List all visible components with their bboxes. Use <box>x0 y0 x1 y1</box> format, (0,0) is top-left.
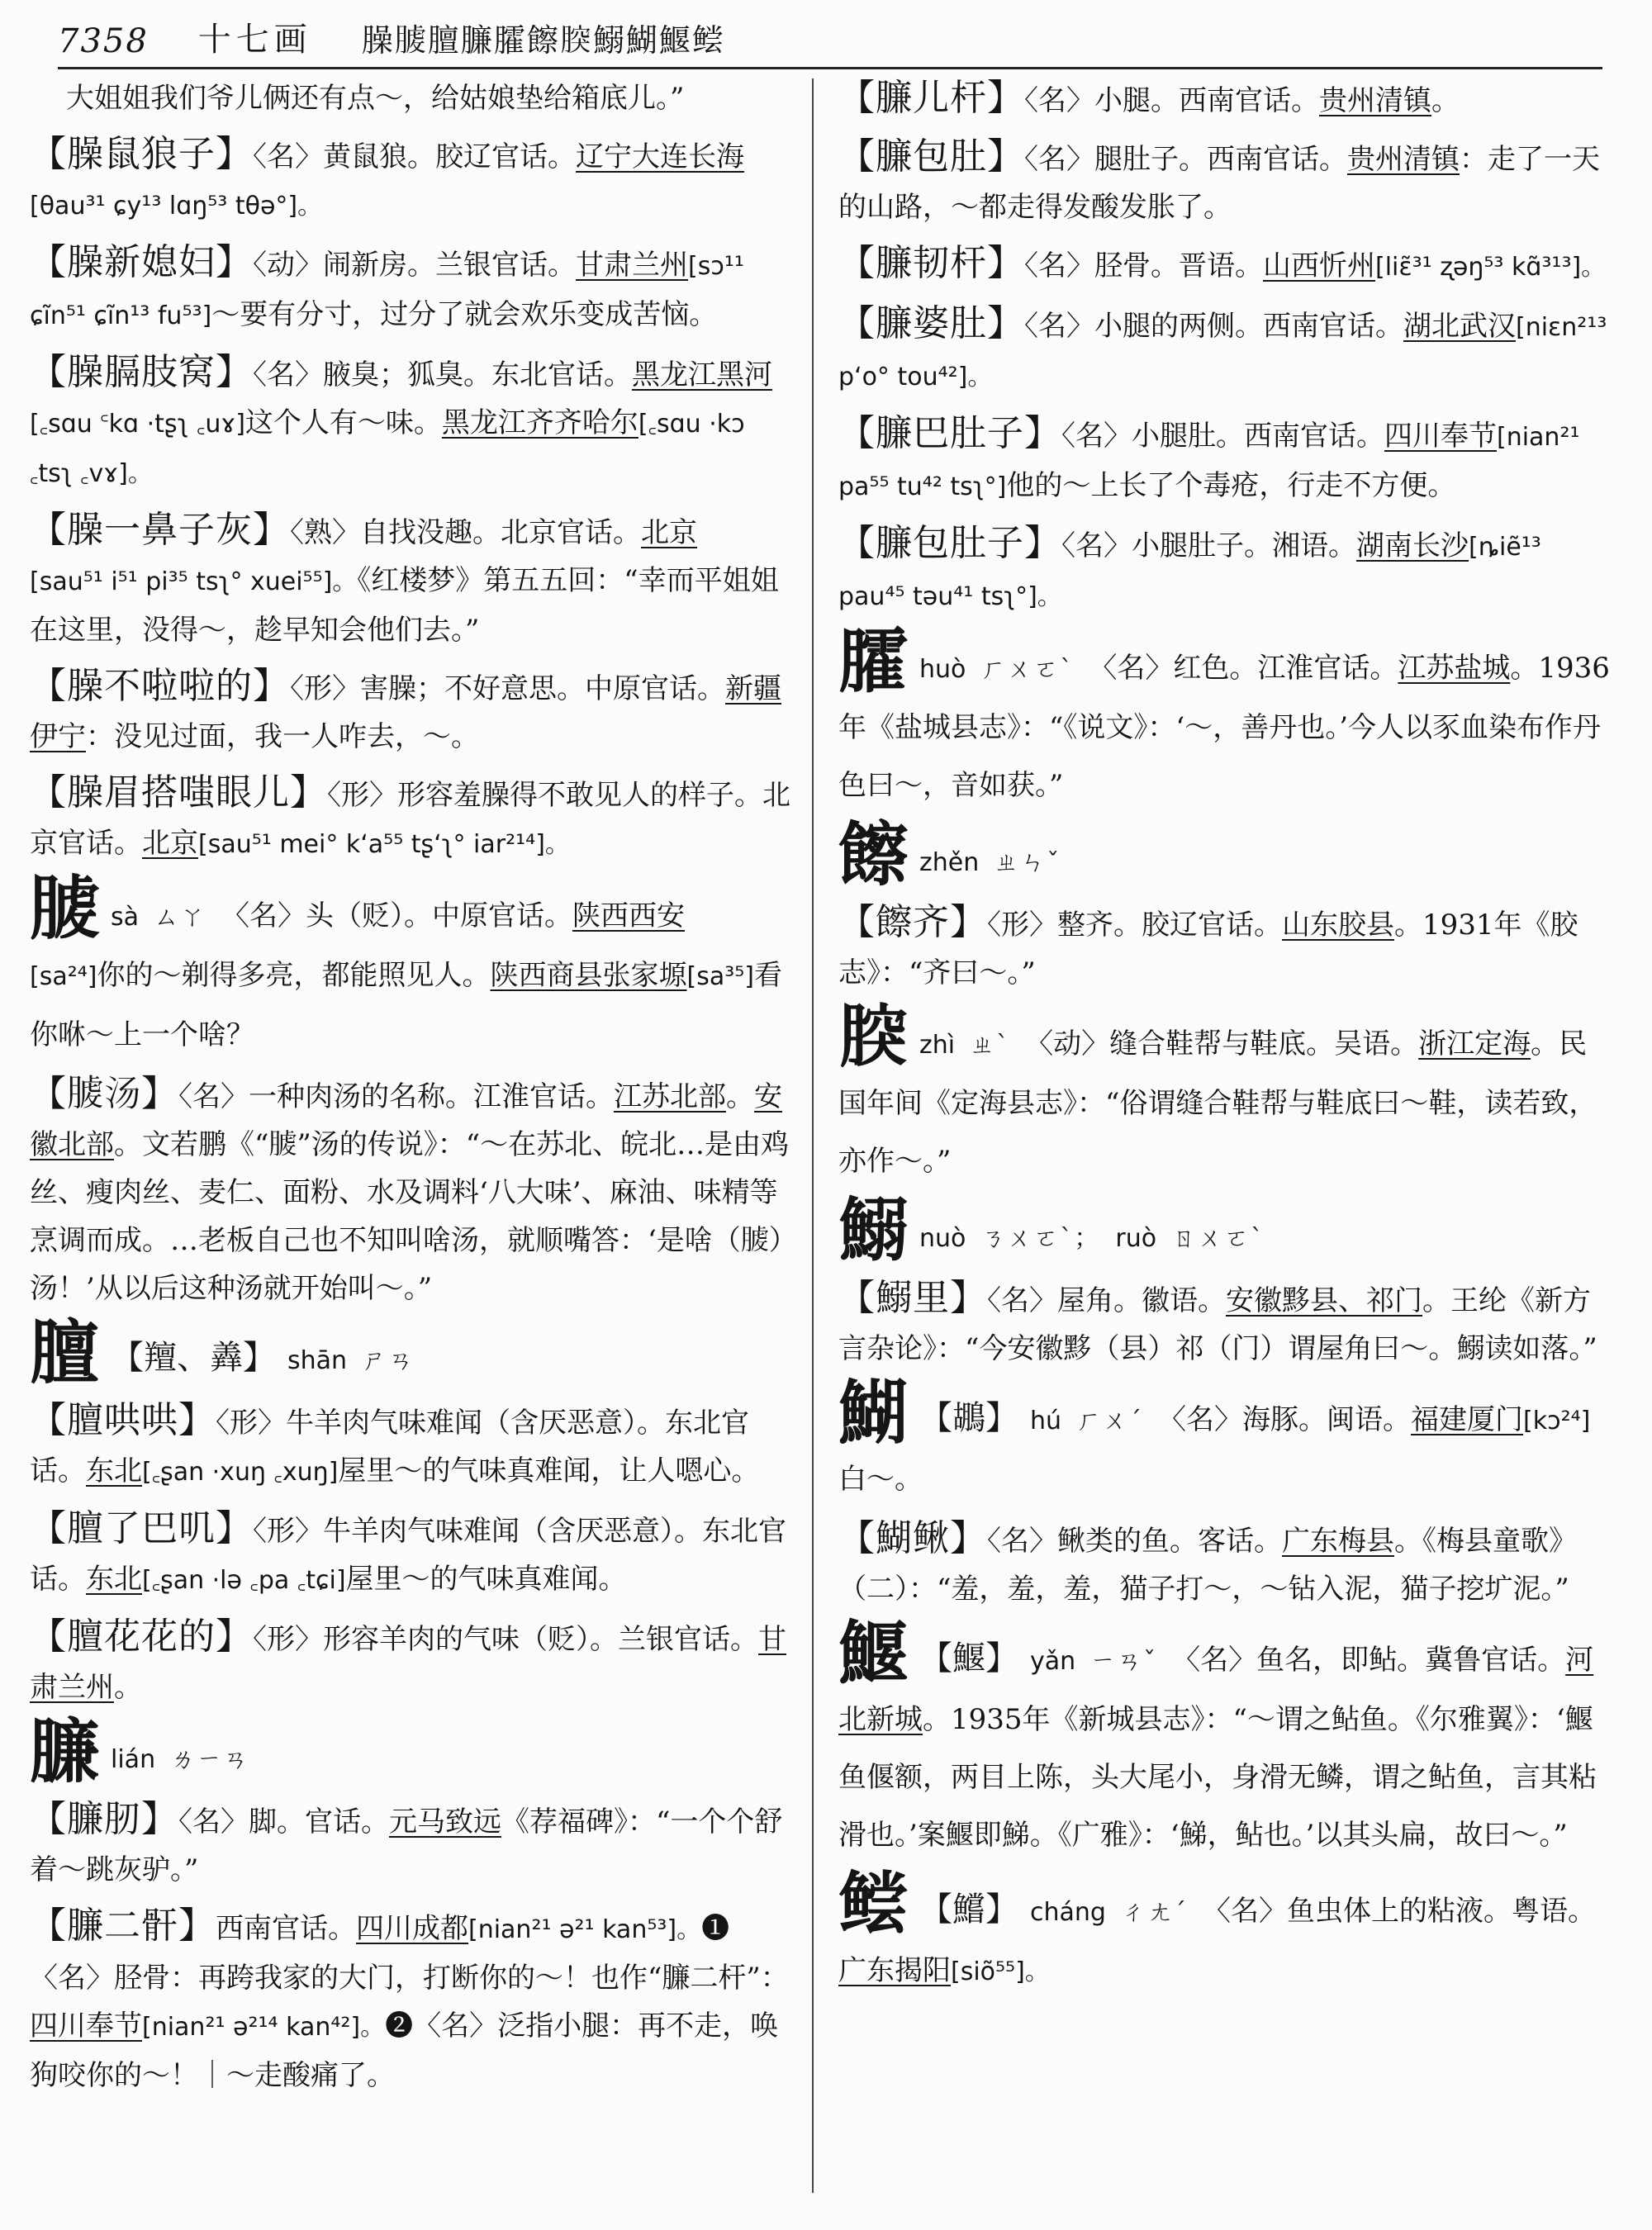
part-of-speech: 〈形〉 <box>216 1407 286 1440</box>
location: 安徽北部 <box>30 1080 782 1161</box>
zhuyin-alt: ㄖㄨㄛˋ <box>1171 1224 1265 1253</box>
part-of-speech: 〈形〉 <box>327 779 397 812</box>
definition: 小腿。西南官话。 <box>1094 84 1319 117</box>
pinyin: yǎn <box>1030 1647 1076 1676</box>
part-of-speech: 〈名〉 <box>178 1080 249 1113</box>
entry <box>30 1070 794 1312</box>
example: 你的～剃得多亮，都能照见人。 <box>97 959 491 992</box>
pronunciation: [nian²¹ ə²¹ kan⁵³]。 <box>468 1915 702 1944</box>
pinyin: sà <box>111 903 140 932</box>
entry-text: 大姐姐我们爷儿俩还有点～，给姑娘垫给箱底儿。” <box>66 82 685 115</box>
head-character-entry <box>838 1612 1615 1864</box>
sense: ❶〈名〉胫骨：再跨我家的大门，打断你的～！也作“臁二杆”： <box>30 1912 789 1995</box>
entry-headword: 【臊新媳妇】 <box>30 241 253 283</box>
example: 。1936年《盐城县志》：“《说文》：‘～，善丹也。’今人以豕血染布作丹色曰～，音如获。” <box>838 652 1610 802</box>
location: 东北 <box>86 1563 142 1596</box>
head-character: 𩟔 <box>838 814 909 895</box>
pinyin: lián <box>111 1745 156 1774</box>
definition: 屋角。徽语。 <box>1057 1284 1226 1317</box>
entry <box>30 1796 794 1894</box>
example: ：走了一天的山路，～都走得发酸发胀了。 <box>838 143 1600 224</box>
definition: 自找没趣。北京官话。 <box>360 516 641 549</box>
pronunciation: [θau³¹ ɕy¹³ lɑŋ⁵³ tθə°]。 <box>30 192 323 221</box>
entry-headword: 【臁婆肚】 <box>838 302 1024 344</box>
head-character-entry <box>838 1372 1615 1508</box>
definition: 害臊；不好意思。中原官话。 <box>360 672 725 705</box>
punct: 。 <box>1431 84 1460 117</box>
part-of-speech: 〈名〉 <box>1061 529 1132 562</box>
definition: 黄鼠狼。胶辽官话。 <box>323 140 576 173</box>
entry <box>838 240 1615 292</box>
entry <box>30 349 794 498</box>
example: ～要有分寸，过分了就会欢乐变成苦恼。 <box>211 298 718 331</box>
pronunciation: [nian²¹ ə²¹⁴ kan⁴²]。 <box>142 2013 386 2042</box>
example: 。王纶《新方言杂论》：“今安徽黟（县）祁（门）谓屋角曰～。鰯读如落。” <box>838 1284 1597 1365</box>
definition: 形容羞臊得不敢见人的样子。北京官话。 <box>30 779 790 860</box>
pinyin: huò <box>919 655 966 684</box>
pinyin: nuò <box>919 1224 966 1253</box>
part-of-speech: 〈名〉 <box>987 1284 1057 1317</box>
location: 四川奉节 <box>30 2009 142 2043</box>
example: 。1935年《新城县志》：“～谓之鲇鱼。《尔雅翼》：‘鰋鱼偃额，两目上陈，头大尾小，身滑无鳞，谓之鲇鱼，言其粘滑也。’案鰋即鮷。《广雅》：‘鮷，鲇也。’以其头扁，故曰～。” <box>838 1703 1597 1852</box>
head-character: 鰋 <box>838 1612 909 1694</box>
entry-headword: 【臊鼠狼子】 <box>30 133 253 175</box>
definition: 牛羊肉气味难闻（含厌恶意）。东北官话。 <box>30 1407 749 1487</box>
part-of-speech: 〈动〉 <box>253 249 323 282</box>
part-of-speech: 〈名〉 <box>253 140 323 173</box>
entry-headword: 【臁巴肚子】 <box>838 412 1061 454</box>
entry <box>30 1397 794 1497</box>
head-character: 鰗 <box>838 1372 909 1454</box>
part-of-speech: 〈名〉 <box>1024 310 1094 343</box>
zhuyin: ㄧㄢˇ <box>1090 1647 1158 1676</box>
location: 甘肃兰州 <box>30 1623 786 1704</box>
example: 。《梅县童歌》（二）：“羞，羞，羞，猫子打～，～钻入泥，猫子挖圹泥。” <box>838 1525 1577 1606</box>
head-character-entry <box>30 868 794 1064</box>
example: 白～。 <box>838 1463 923 1496</box>
head-character: 膻 <box>30 1312 100 1393</box>
location: 江苏北部 <box>614 1080 726 1113</box>
example: 《荐福碑》：“一个个舒着～跳灰驴。” <box>30 1805 783 1886</box>
location: 北京 <box>142 827 198 860</box>
entry <box>838 300 1615 401</box>
location: 东北 <box>86 1454 142 1487</box>
definition: 小腿的两侧。西南官话。 <box>1094 310 1403 343</box>
page-header <box>58 18 1602 69</box>
location: 湖南长沙 <box>1356 529 1469 562</box>
entry-headword: 【臁包肚】 <box>838 135 1024 178</box>
entry <box>838 520 1615 621</box>
variant-forms: 【羶、羴】 <box>111 1339 277 1377</box>
running-headwords: 臊𦞬膻臁臛𩟔𦝬鰯鰗鰋鲿 <box>361 22 725 59</box>
example: 。民国年间《定海县志》：“俗谓缝合鞋帮与鞋底曰～鞋，读若致，亦作～。” <box>838 1027 1597 1178</box>
head-character-entry <box>838 1863 1615 2001</box>
definition: 小腿肚子。湘语。 <box>1132 529 1356 562</box>
example: 《红楼梦》第五五回：“幸而平姐姐在这里，没得～，趁早知会他们去。” <box>30 564 779 647</box>
variant-forms: 【鰋】 <box>919 1639 1019 1677</box>
entry <box>30 1505 794 1605</box>
location: 河北新城 <box>838 1644 1594 1736</box>
pronunciation: [sa²⁴] <box>30 962 97 991</box>
source: 元马致远 <box>389 1805 501 1839</box>
pinyin: cháng <box>1030 1898 1106 1927</box>
entry-headword: 【臁二骭】 <box>30 1905 216 1947</box>
location: 山西忻州 <box>1263 249 1375 282</box>
pronunciation: [꜀sɑu ꜂kɑ ·tʂʅ ꜀uɤ] <box>30 410 245 439</box>
entry <box>30 1613 794 1711</box>
part-of-speech: 〈形〉 <box>253 1623 323 1656</box>
pronunciation: [꜀sɑu ·kɔ ꜀tsʅ ꜀vɤ]。 <box>30 410 745 488</box>
head-character-entry <box>838 814 1615 895</box>
definition: 脚。官话。 <box>249 1805 389 1839</box>
part-of-speech: 〈名〉 <box>253 358 323 391</box>
entry-headword: 【臁包肚子】 <box>838 522 1061 564</box>
location: 辽宁大连长海 <box>576 140 744 173</box>
location: 山东胶县 <box>1282 909 1394 942</box>
definition: 〈名〉鱼虫体上的粘液。粤语。 <box>1202 1895 1596 1928</box>
definition: 整齐。胶辽官话。 <box>1057 909 1282 942</box>
pinyin: zhěn <box>919 848 980 877</box>
definition: 〈名〉海豚。闽语。 <box>1158 1403 1412 1436</box>
definition: 牛羊肉气味难闻（含厌恶意）。东北官话。 <box>30 1515 786 1596</box>
definition: 〈名〉头（贬）。中原官话。 <box>221 899 573 932</box>
head-character-entry <box>838 1189 1615 1271</box>
definition: 〈名〉红色。江淮官话。 <box>1089 652 1398 685</box>
pronunciation: [siõ⁵⁵]。 <box>951 1957 1050 1986</box>
example: 这个人有～味。 <box>244 406 442 439</box>
entry <box>30 130 794 230</box>
definition: 腿肚子。西南官话。 <box>1094 143 1347 176</box>
entry <box>838 1274 1615 1373</box>
example: ：没见过面，我一人咋去，～。 <box>86 720 479 753</box>
entry <box>30 239 794 340</box>
entry-headword: 【鰗鳅】 <box>838 1517 987 1559</box>
entry <box>838 410 1615 511</box>
pronunciation: [sa³⁵] <box>686 962 754 991</box>
sense: ❷〈名〉泛指小腿：再不走，唤狗咬你的～！｜～走酸痛了。 <box>30 2009 779 2092</box>
pronunciation: [sau⁵¹ i⁵¹ pi³⁵ tsʅ° xuei⁵⁵]。 <box>30 567 358 596</box>
location: 浙江定海 <box>1418 1027 1531 1060</box>
entry <box>30 662 794 761</box>
pronunciation: [niɛn²¹³ p‘o° tou⁴²]。 <box>838 313 1607 391</box>
entry-headword: 【臊膈肢窝】 <box>30 351 253 393</box>
location: 黑龙江黑河 <box>632 358 772 391</box>
location: 甘肃兰州 <box>576 249 688 282</box>
location: 广东梅县 <box>1282 1525 1394 1558</box>
entry-headword: 【臊一鼻子灰】 <box>30 509 290 551</box>
pronunciation: [sau⁵¹ mei° k‘a⁵⁵ tʂ‘ʅ° iar²¹⁴]。 <box>198 830 570 859</box>
stroke-section: 十七画 <box>197 21 312 59</box>
variant-forms: 【鱨】 <box>919 1891 1019 1929</box>
zhuyin: ㄓˋ <box>970 1031 1011 1060</box>
entry-headword: 【臁儿杆】 <box>838 77 1024 119</box>
pronunciation: [꜀ʂan ·xuŋ ꜀xuŋ] <box>142 1458 339 1487</box>
head-character: 𦝬 <box>838 996 909 1078</box>
location: 陕西西安 <box>572 899 686 932</box>
entry <box>30 769 794 869</box>
pinyin: zhì <box>919 1031 956 1060</box>
zhuyin: ㄓㄣˇ <box>994 848 1061 877</box>
zhuyin: ㄋㄨㄛˋ； <box>980 1224 1101 1253</box>
part-of-speech: 〈名〉 <box>1024 84 1094 117</box>
definition: 闹新房。兰银官话。 <box>323 249 576 282</box>
location: 四川奉节 <box>1384 420 1497 453</box>
variant-forms: 【鶘】 <box>919 1399 1019 1437</box>
definition: 小腿肚。西南官话。 <box>1132 420 1384 453</box>
head-character-entry <box>838 620 1615 814</box>
definition: 〈名〉鱼名，即鲇。冀鲁官话。 <box>1172 1644 1566 1677</box>
location: 广东揭阳 <box>838 1954 951 1987</box>
entry-headword: 【臁肕】 <box>30 1798 178 1840</box>
pronunciation: [꜀ʂan ·lə ꜀pa ꜀tɕi] <box>142 1566 346 1595</box>
pronunciation: [liɛ̃³¹ ʐəŋ⁵³ kɑ̃³¹³]。 <box>1375 253 1607 282</box>
example: 。1931年《胶志》：“齐曰～。” <box>838 909 1578 989</box>
definition: 一种肉汤的名称。江淮官话。 <box>249 1080 614 1113</box>
pinyin: hú <box>1030 1407 1062 1435</box>
part-of-speech: 〈形〉 <box>987 909 1057 942</box>
entry <box>838 133 1615 231</box>
part-of-speech: 〈形〉 <box>253 1515 323 1548</box>
location: 四川成都 <box>356 1912 468 1945</box>
head-character: 鲿 <box>838 1863 909 1945</box>
head-character-entry <box>30 1312 794 1393</box>
pronunciation: [nian²¹ pa⁵⁵ tu⁴² tsʅ°] <box>838 423 1580 501</box>
zhuyin: ㄏㄨㄛˋ <box>980 655 1075 684</box>
head-character: 𦞬 <box>30 868 100 950</box>
page-number: 7358 <box>58 22 149 60</box>
zhuyin: ㄙㄚ <box>154 903 207 932</box>
zhuyin: ㄔㄤˊ <box>1120 1898 1188 1927</box>
head-character: 臛 <box>838 620 909 702</box>
location: 江苏盐城 <box>1398 652 1511 685</box>
entry <box>838 899 1615 997</box>
example: 看你咻～上一个啥？ <box>30 959 782 1051</box>
pinyin-alt: ruò <box>1115 1224 1157 1253</box>
punct: 。 <box>726 1080 754 1113</box>
left-column <box>30 74 794 2108</box>
part-of-speech: 〈名〉 <box>178 1805 249 1839</box>
definition: 胫骨。晋语。 <box>1094 249 1263 282</box>
head-character-entry <box>838 996 1615 1190</box>
location: 福建厦门 <box>1411 1403 1524 1436</box>
zhuyin: ㄕㄢ <box>362 1346 415 1375</box>
entry-headword: 【膻花花的】 <box>30 1616 253 1658</box>
head-character: 臁 <box>30 1710 100 1792</box>
definition: 〈动〉缝合鞋帮与鞋底。吴语。 <box>1025 1027 1419 1060</box>
location: 北京 <box>641 516 697 549</box>
location: 安徽黟县、祁门 <box>1226 1284 1422 1317</box>
example: 屋里～的气味真难闻。 <box>345 1563 627 1596</box>
entry-headword: 【膻哄哄】 <box>30 1399 216 1441</box>
location: 湖北武汉 <box>1403 310 1516 343</box>
head-character-entry <box>30 1710 794 1792</box>
part-of-speech: 〈熟〉 <box>290 516 360 549</box>
entry-headword: 【膻了巴叽】 <box>30 1507 253 1549</box>
zhuyin: ㄏㄨˊ <box>1076 1407 1144 1435</box>
entry-headword: 【𩟔齐】 <box>838 901 987 943</box>
pronunciation: [ȵiẽ¹³ pau⁴⁵ təu⁴¹ tsʅ°]。 <box>838 533 1541 611</box>
part-of-speech: 〈名〉 <box>1024 143 1094 176</box>
punct: 。 <box>114 1671 142 1704</box>
entry-headword: 【臊不啦啦的】 <box>30 665 290 707</box>
entry <box>30 506 794 654</box>
location: 贵州清镇 <box>1319 84 1431 117</box>
definition: 鳅类的鱼。客话。 <box>1057 1525 1282 1558</box>
definition: 形容羊肉的气味（贬）。兰银官话。 <box>323 1623 758 1656</box>
column-divider <box>812 78 814 2193</box>
location: 黑龙江齐齐哈尔 <box>441 406 638 439</box>
part-of-speech: 〈形〉 <box>290 672 360 705</box>
pinyin: shān <box>287 1346 348 1375</box>
zhuyin: ㄌㄧㄢ <box>170 1745 250 1774</box>
definition: 西南官话。 <box>216 1912 356 1945</box>
example: 。文若鹏《“𦞬”汤的传说》：“～在苏北、皖北…是由鸡丝、瘦肉丝、麦仁、面粉、水及调料‘八大味’、麻油、味精等烹调而成。…老板自己也不知叫啥汤，就顺嘴答：‘是啥（𦞬）汤！’从以后这种汤就开始叫～。” <box>30 1128 790 1305</box>
right-column <box>838 74 1615 2008</box>
entry-continuation <box>30 74 794 122</box>
entry <box>838 1515 1615 1613</box>
entry-headword: 【𦞬汤】 <box>30 1073 178 1115</box>
location: 新疆伊宁 <box>30 672 781 753</box>
part-of-speech: 〈名〉 <box>1061 420 1132 453</box>
entry-headword: 【臁韧杆】 <box>838 242 1024 284</box>
example: 他的～上长了个毒疮，行走不方便。 <box>1006 469 1456 502</box>
entry-headword: 【鰯里】 <box>838 1277 987 1319</box>
location: 贵州清镇 <box>1347 143 1460 176</box>
location: 陕西商县张家塬 <box>490 959 687 992</box>
example: 屋里～的气味真难闻，让人嗯心。 <box>338 1454 760 1487</box>
entry <box>838 74 1615 125</box>
part-of-speech: 〈名〉 <box>987 1525 1057 1558</box>
entry-headword: 【臊眉搭嗤眼儿】 <box>30 771 327 814</box>
head-character: 鰯 <box>838 1189 909 1271</box>
pronunciation: [kɔ²⁴] <box>1523 1407 1591 1435</box>
definition: 腋臭；狐臭。东北官话。 <box>323 358 632 391</box>
entry <box>30 1902 794 2100</box>
part-of-speech: 〈名〉 <box>1024 249 1094 282</box>
pronunciation: [sɔ¹¹ ɕĩn⁵¹ ɕĩn¹³ fu⁵³] <box>30 252 744 330</box>
